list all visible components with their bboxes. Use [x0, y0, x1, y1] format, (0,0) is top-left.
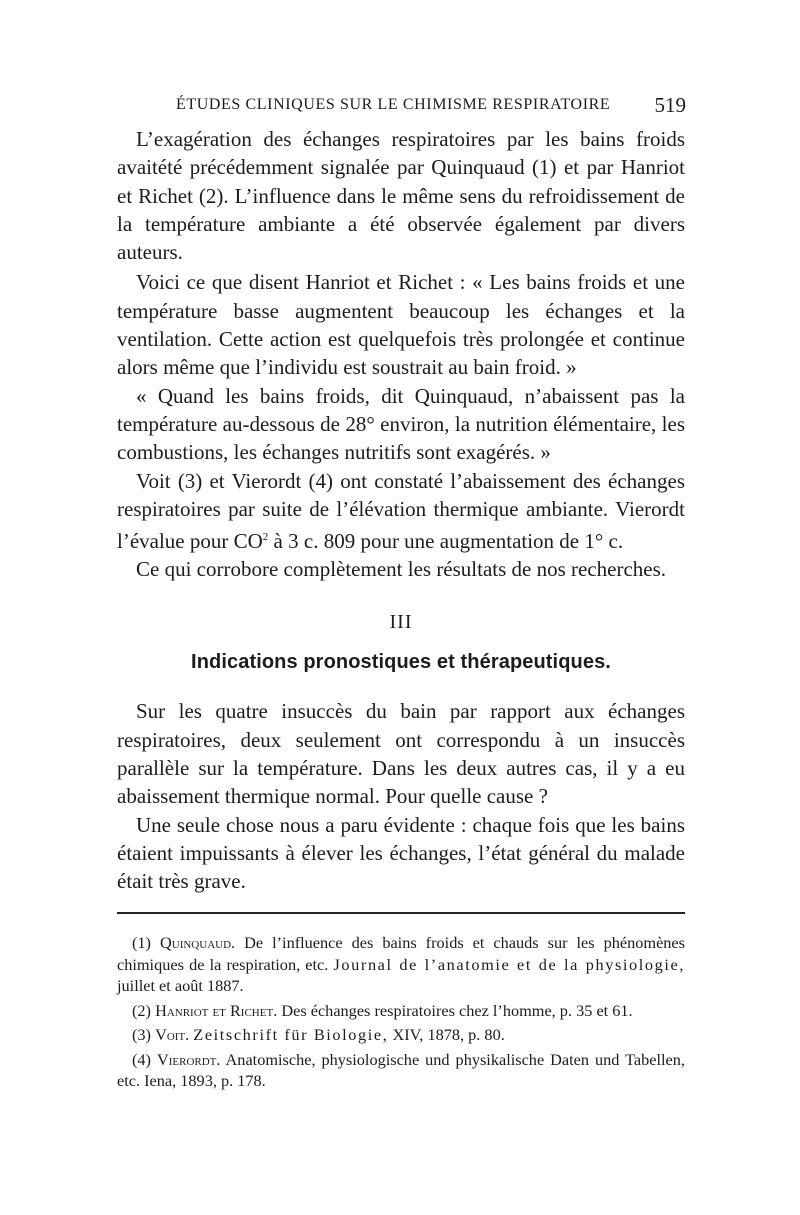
footnote-text: Des échanges respiratoires chez l’homme, p. 35 et 61. — [277, 1000, 633, 1020]
text-run: Voit (3) et Vierordt (4) ont constaté l’abaissement des échanges respiratoires par suite de l’élévation thermique ambiante. Vierordt l’évalue pour CO — [117, 468, 685, 554]
footnotes — [117, 932, 685, 1095]
paragraph: L’exagération des échanges respiratoires par les bains froids avaitété précédemment signalée par Quinquaud (1) et par Hanriot et Richet (2). L’influence dans le même sens du refroidissement de la température ambiante a été observée également par divers auteurs. — [117, 127, 685, 265]
paragraph: Voici ce que disent Hanriot et Richet : « Les bains froids et une température basse augmentent beaucoup les échanges et la ventilation. Cette action est quelquefois très prolongée et continue alors même que l’individu est soustrait au bain froid. » — [117, 270, 685, 380]
running-title: ÉTUDES CLINIQUES SUR LE CHIMISME RESPIRATOIRE — [176, 96, 611, 113]
footnote — [117, 1049, 685, 1092]
footnote-author: Hanriot et Richet. — [155, 1000, 278, 1020]
footnote-journal: Journal de l’anatomie et de la physiologie, — [333, 954, 685, 974]
footnote-text: Anatomische, physiologische und physikalische Daten und Tabellen, etc. Iena, 1893, p. 178. — [117, 1049, 685, 1090]
text-run: à 3 c. 809 pour une augmentation de 1° c. — [268, 529, 624, 554]
main-text — [117, 125, 685, 895]
footnote — [117, 1024, 685, 1046]
footnote-text: XIV, 1878, p. 80. — [388, 1025, 505, 1044]
footnote-author: Vierordt. — [156, 1049, 221, 1069]
paragraph: Ce qui corrobore complètement les résultats de nos recherches. — [136, 557, 667, 582]
footnote-number: (3) — [132, 1025, 151, 1044]
footnote-text: De l’influence des bains froids et chauds sur les phénomènes chimiques de la respiration, etc. — [117, 933, 685, 974]
page-number: 519 — [654, 93, 686, 117]
footnote — [117, 932, 685, 997]
superscript: 2 — [262, 531, 269, 544]
paragraph — [117, 467, 685, 556]
footnote-journal: Zeitschrift für Biologie, — [193, 1025, 389, 1044]
paragraph: Une seule chose nous a paru évidente : chaque fois que les bains étaient impuissants à élever les échanges, l’état général du malade était très grave. — [117, 812, 685, 894]
footnote-number: (2) — [132, 1000, 151, 1020]
footnote-author: Voit. — [155, 1025, 190, 1044]
footnote-text: juillet et août 1887. — [117, 976, 244, 995]
section-number: III — [389, 610, 413, 633]
footnote-number: (1) — [132, 933, 151, 952]
paragraph: « Quand les bains froids, dit Quinquaud, n’abaissent pas la température au-dessous de 28° environ, la nutrition élémentaire, les combustions, les échanges nutritifs sont exagérés. » — [117, 383, 685, 465]
paragraph: Sur les quatre insuccès du bain par rapport aux échanges respiratoires, deux seulement ont correspondu à un insuccès parallèle sur la température. Dans les deux autres cas, il y a eu abaissement thermique normal. Pour quelle cause ? — [117, 699, 685, 809]
footnote — [117, 1000, 685, 1022]
section-title: Indications pronostiques et thérapeutiques. — [191, 651, 611, 674]
footnote-divider — [117, 912, 685, 914]
footnote-author: Quinquaud. — [160, 933, 236, 952]
footnote-number: (4) — [132, 1049, 151, 1069]
